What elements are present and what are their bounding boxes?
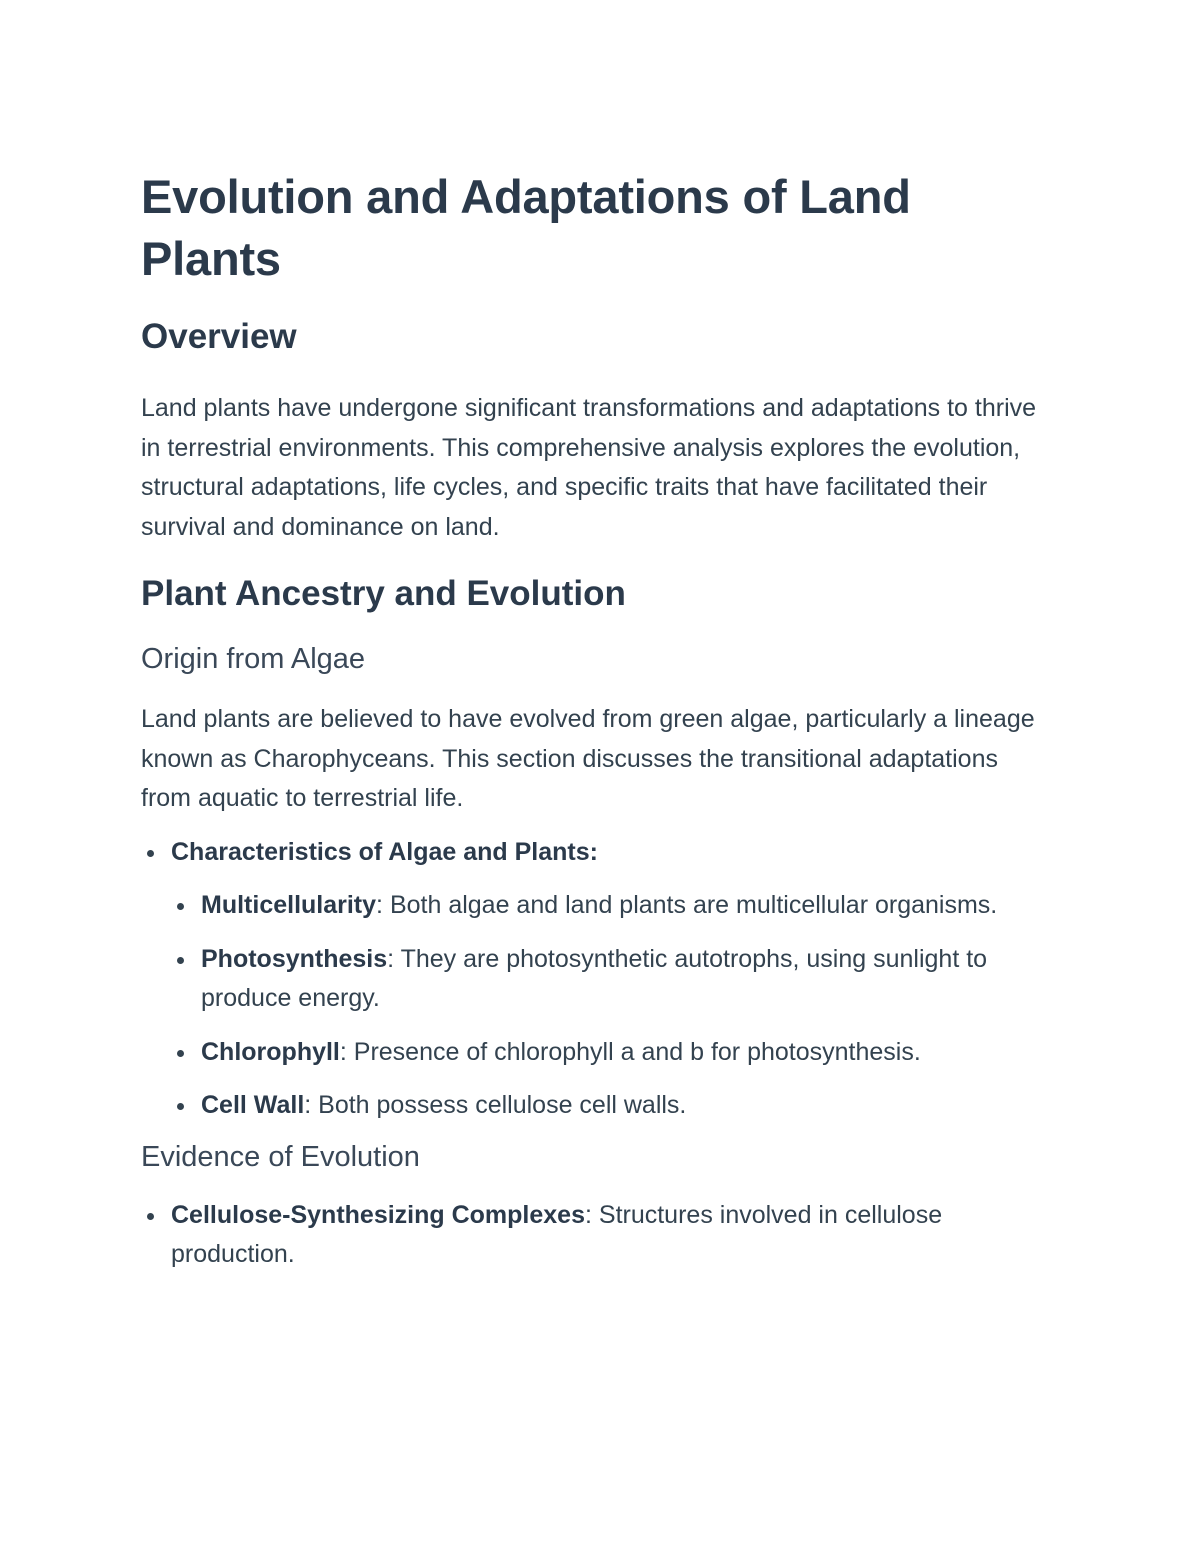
evidence-heading: Evidence of Evolution	[141, 1140, 420, 1173]
list-item-desc: : Presence of chlorophyll a and b for photosynthesis.	[339, 1037, 921, 1066]
bullet-icon	[147, 850, 154, 857]
list-item-desc: : Both algae and land plants are multicellular organisms.	[376, 891, 998, 919]
overview-heading: Overview	[141, 317, 297, 356]
list-item-term: Cell Wall	[201, 1091, 305, 1119]
characteristics-list	[141, 833, 1061, 1126]
bullet-icon	[147, 1213, 154, 1220]
list-item-desc: : Both possess cellulose cell walls.	[304, 1091, 687, 1119]
list-item-label: Characteristics of Algae and Plants:	[171, 837, 598, 866]
bullet-icon	[177, 903, 184, 910]
list-item	[201, 886, 1001, 926]
list-item-term: Cellulose-Synthesizing Complexes	[171, 1200, 585, 1229]
list-item	[171, 1196, 1031, 1275]
list-item	[201, 1033, 1061, 1073]
list-item-term: Chlorophyll	[201, 1037, 340, 1066]
list-item-desc: : Structures involved in cellulose production.	[171, 1200, 943, 1268]
evidence-list	[141, 1196, 1061, 1275]
list-item-term: Photosynthesis	[201, 944, 388, 973]
bullet-icon	[177, 1103, 184, 1110]
origin-paragraph: Land plants are believed to have evolved from green algae, particularly a lineage known as Charophyceans. This section discusses the transitional adaptations from aquatic to terrestrial life.	[141, 705, 1035, 812]
page-title: Evolution and Adaptations of Land Plants	[141, 170, 911, 285]
list-item-term: Multicellularity	[201, 891, 377, 919]
document-page	[141, 166, 1061, 1275]
bullet-icon	[177, 1050, 184, 1057]
list-item	[201, 940, 1051, 1019]
overview-paragraph: Land plants have undergone significant transformations and adaptations to thrive in terrestrial environments. This comprehensive analysis explores the evolution, structural adaptations, life cycles, and specific traits that have facilitated their survival and dominance on land.	[141, 394, 1037, 541]
characteristics-sublist	[171, 886, 1061, 1126]
list-item	[201, 1086, 1061, 1126]
ancestry-heading: Plant Ancestry and Evolution	[141, 574, 626, 613]
list-item-desc: : They are photosynthetic autotrophs, using sunlight to produce energy.	[201, 944, 988, 1012]
list-item	[171, 833, 1061, 1126]
origin-heading: Origin from Algae	[141, 643, 366, 675]
bullet-icon	[177, 957, 184, 964]
